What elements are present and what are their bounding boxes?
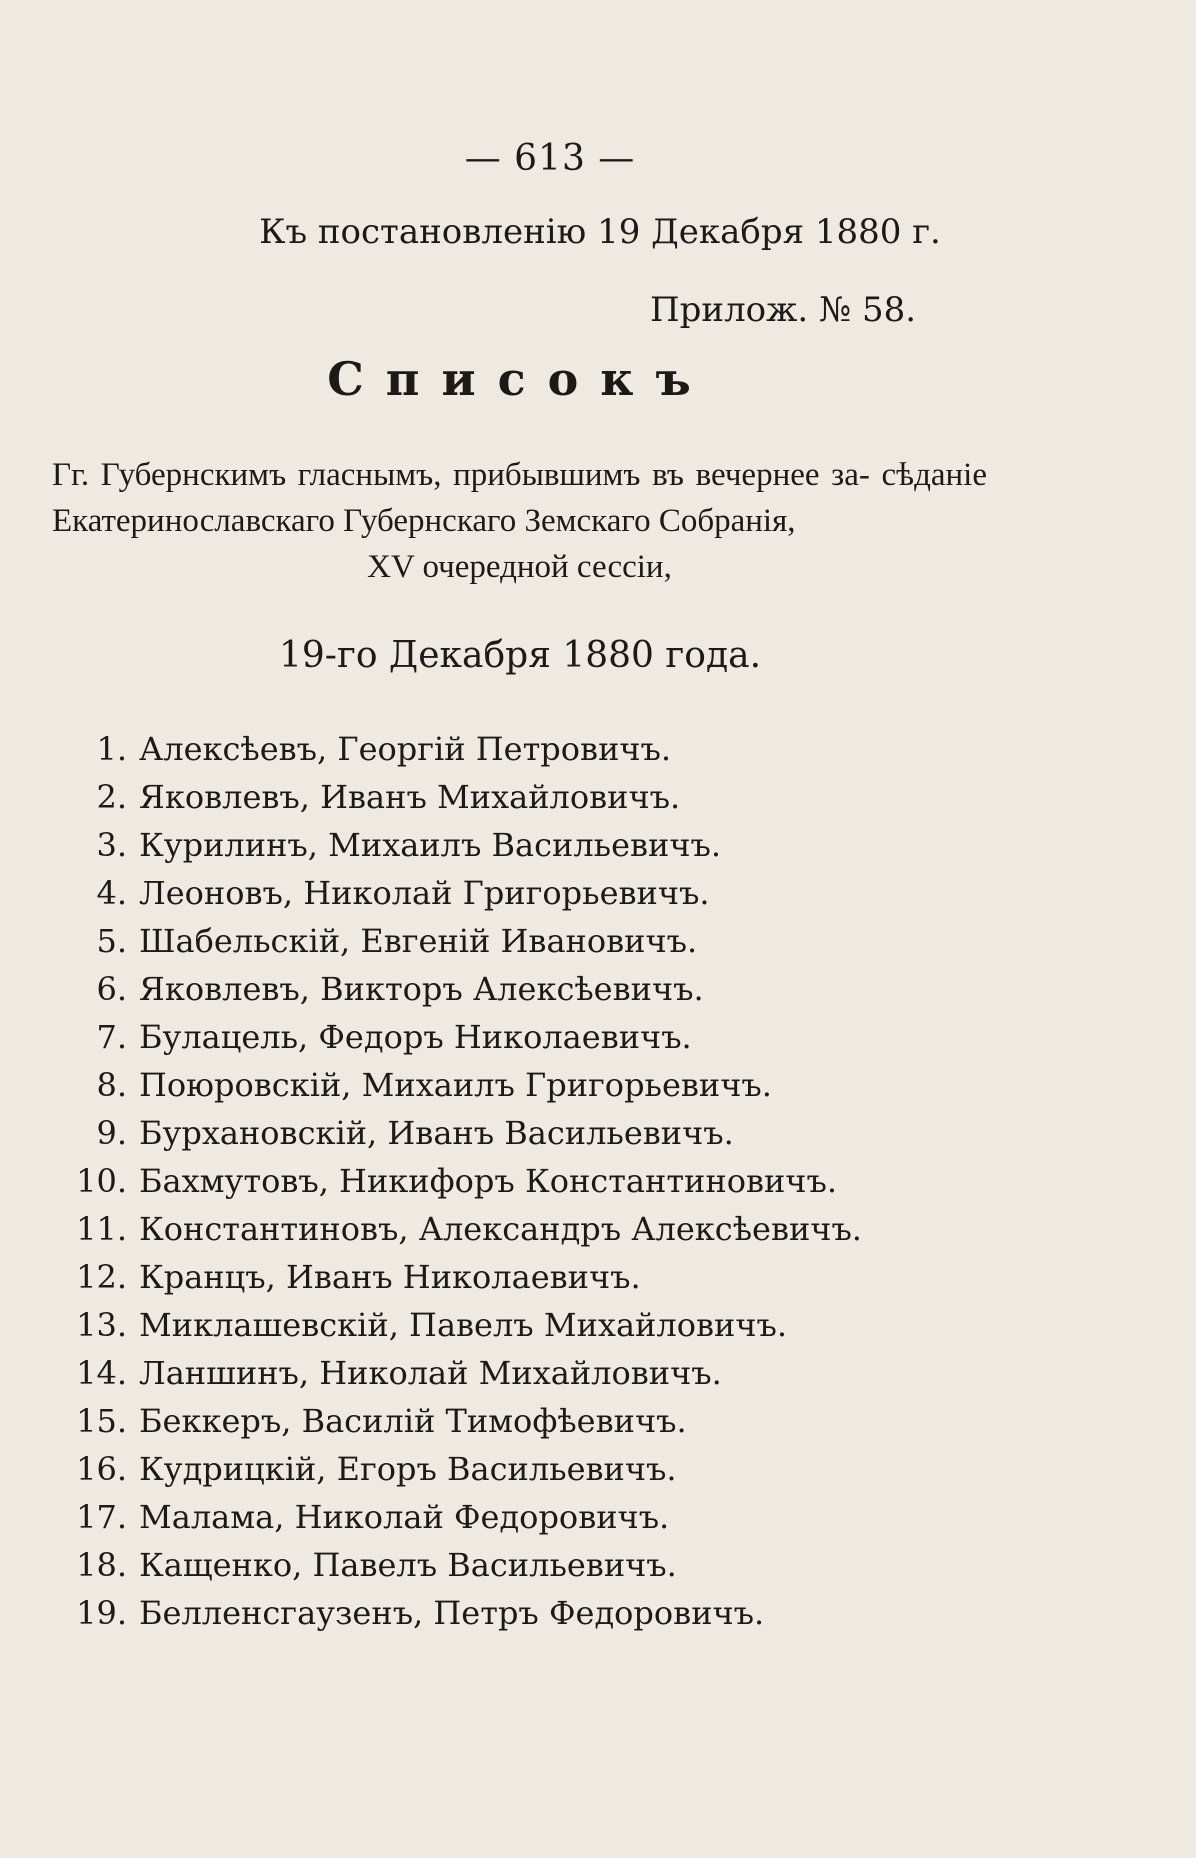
list-item [55, 1013, 1055, 1061]
intro-line-2: сѣданіе Екатеринославскаго Губернскаго Земскаго Собранія, [52, 457, 987, 539]
list-item-name: Малама, Николай Федоровичъ. [139, 1498, 670, 1536]
list-item-number: 1. [96, 730, 127, 768]
list-item-name: Константиновъ, Александръ Алексѣевичъ. [139, 1210, 862, 1248]
list-item [55, 821, 1055, 869]
list-item-number: 7. [96, 1018, 127, 1056]
list-item-number: 16. [76, 1450, 127, 1488]
list-item-number: 19. [76, 1594, 127, 1632]
list-item [55, 1541, 1055, 1589]
intro-line-3: XV очередной сессіи, [367, 549, 672, 585]
session-date: 19-го Декабря 1880 года. [278, 635, 762, 676]
list-item [55, 1301, 1055, 1349]
list-item-name: Булацель, Федоръ Николаевичъ. [139, 1018, 692, 1056]
list-item [55, 1445, 1055, 1493]
list-item [55, 1589, 1055, 1637]
list-item-number: 3. [96, 826, 127, 864]
list-item-name: Курилинъ, Михаилъ Васильевичъ. [139, 826, 722, 864]
list-item [55, 965, 1055, 1013]
list-item-name: Шабельскій, Евгеній Ивановичъ. [139, 922, 698, 960]
intro-paragraph [52, 452, 987, 590]
list-item-number: 4. [96, 874, 127, 912]
list-item [55, 917, 1055, 965]
list-item-name: Яковлевъ, Викторъ Алексѣевичъ. [139, 970, 704, 1008]
intro-line-1: Гг. Губернскимъ гласнымъ, прибывшимъ въ вечернее за- [52, 457, 870, 493]
list-item-name: Кудрицкій, Егоръ Васильевичъ. [139, 1450, 677, 1488]
list-item [55, 1253, 1055, 1301]
list-item-number: 6. [96, 970, 127, 1008]
list-item-name: Поюровскій, Михаилъ Григорьевичъ. [139, 1066, 772, 1104]
list-item-name: Белленсгаузенъ, Петръ Федоровичъ. [139, 1594, 765, 1632]
list-item-number: 13. [76, 1306, 127, 1344]
list-item-number: 17. [76, 1498, 127, 1536]
list-item-name: Яковлевъ, Иванъ Михайловичъ. [139, 778, 681, 816]
list-item [55, 725, 1055, 773]
list-item-name: Ланшинъ, Николай Михайловичъ. [139, 1354, 722, 1392]
list-item [55, 1397, 1055, 1445]
list-item-name: Алексѣевъ, Георгій Петровичъ. [139, 730, 672, 768]
list-item-number: 8. [96, 1066, 127, 1104]
list-item-number: 15. [76, 1402, 127, 1440]
list-item-name: Кранцъ, Иванъ Николаевичъ. [139, 1258, 641, 1296]
members-list [55, 725, 1055, 1637]
list-item-name: Миклашевскій, Павелъ Михайловичъ. [139, 1306, 787, 1344]
list-item-name: Леоновъ, Николай Григорьевичъ. [139, 874, 710, 912]
list-item-name: Кащенко, Павелъ Васильевичъ. [139, 1546, 677, 1584]
appendix-label: Прилож. № 58. [650, 290, 917, 330]
list-item-name: Бахмутовъ, Никифоръ Константиновичъ. [139, 1162, 837, 1200]
list-item [55, 1493, 1055, 1541]
list-item [55, 1157, 1055, 1205]
list-item [55, 1061, 1055, 1109]
list-item-number: 11. [76, 1210, 127, 1248]
page-number: — 613 — [464, 138, 636, 179]
list-item [55, 1205, 1055, 1253]
list-item [55, 869, 1055, 917]
list-item-number: 18. [76, 1546, 127, 1584]
list-item-number: 10. [76, 1162, 127, 1200]
list-title: Списокъ [327, 352, 713, 406]
list-item-number: 5. [96, 922, 127, 960]
list-item [55, 1109, 1055, 1157]
resolution-heading: Къ постановленію 19 Декабря 1880 г. [259, 212, 941, 252]
list-item-number: 2. [96, 778, 127, 816]
list-item-name: Беккеръ, Василій Тимофѣевичъ. [139, 1402, 687, 1440]
list-item [55, 1349, 1055, 1397]
list-item-number: 14. [76, 1354, 127, 1392]
list-item-number: 12. [76, 1258, 127, 1296]
list-item-name: Бурхановскій, Иванъ Васильевичъ. [139, 1114, 734, 1152]
list-item [55, 773, 1055, 821]
list-item-number: 9. [96, 1114, 127, 1152]
